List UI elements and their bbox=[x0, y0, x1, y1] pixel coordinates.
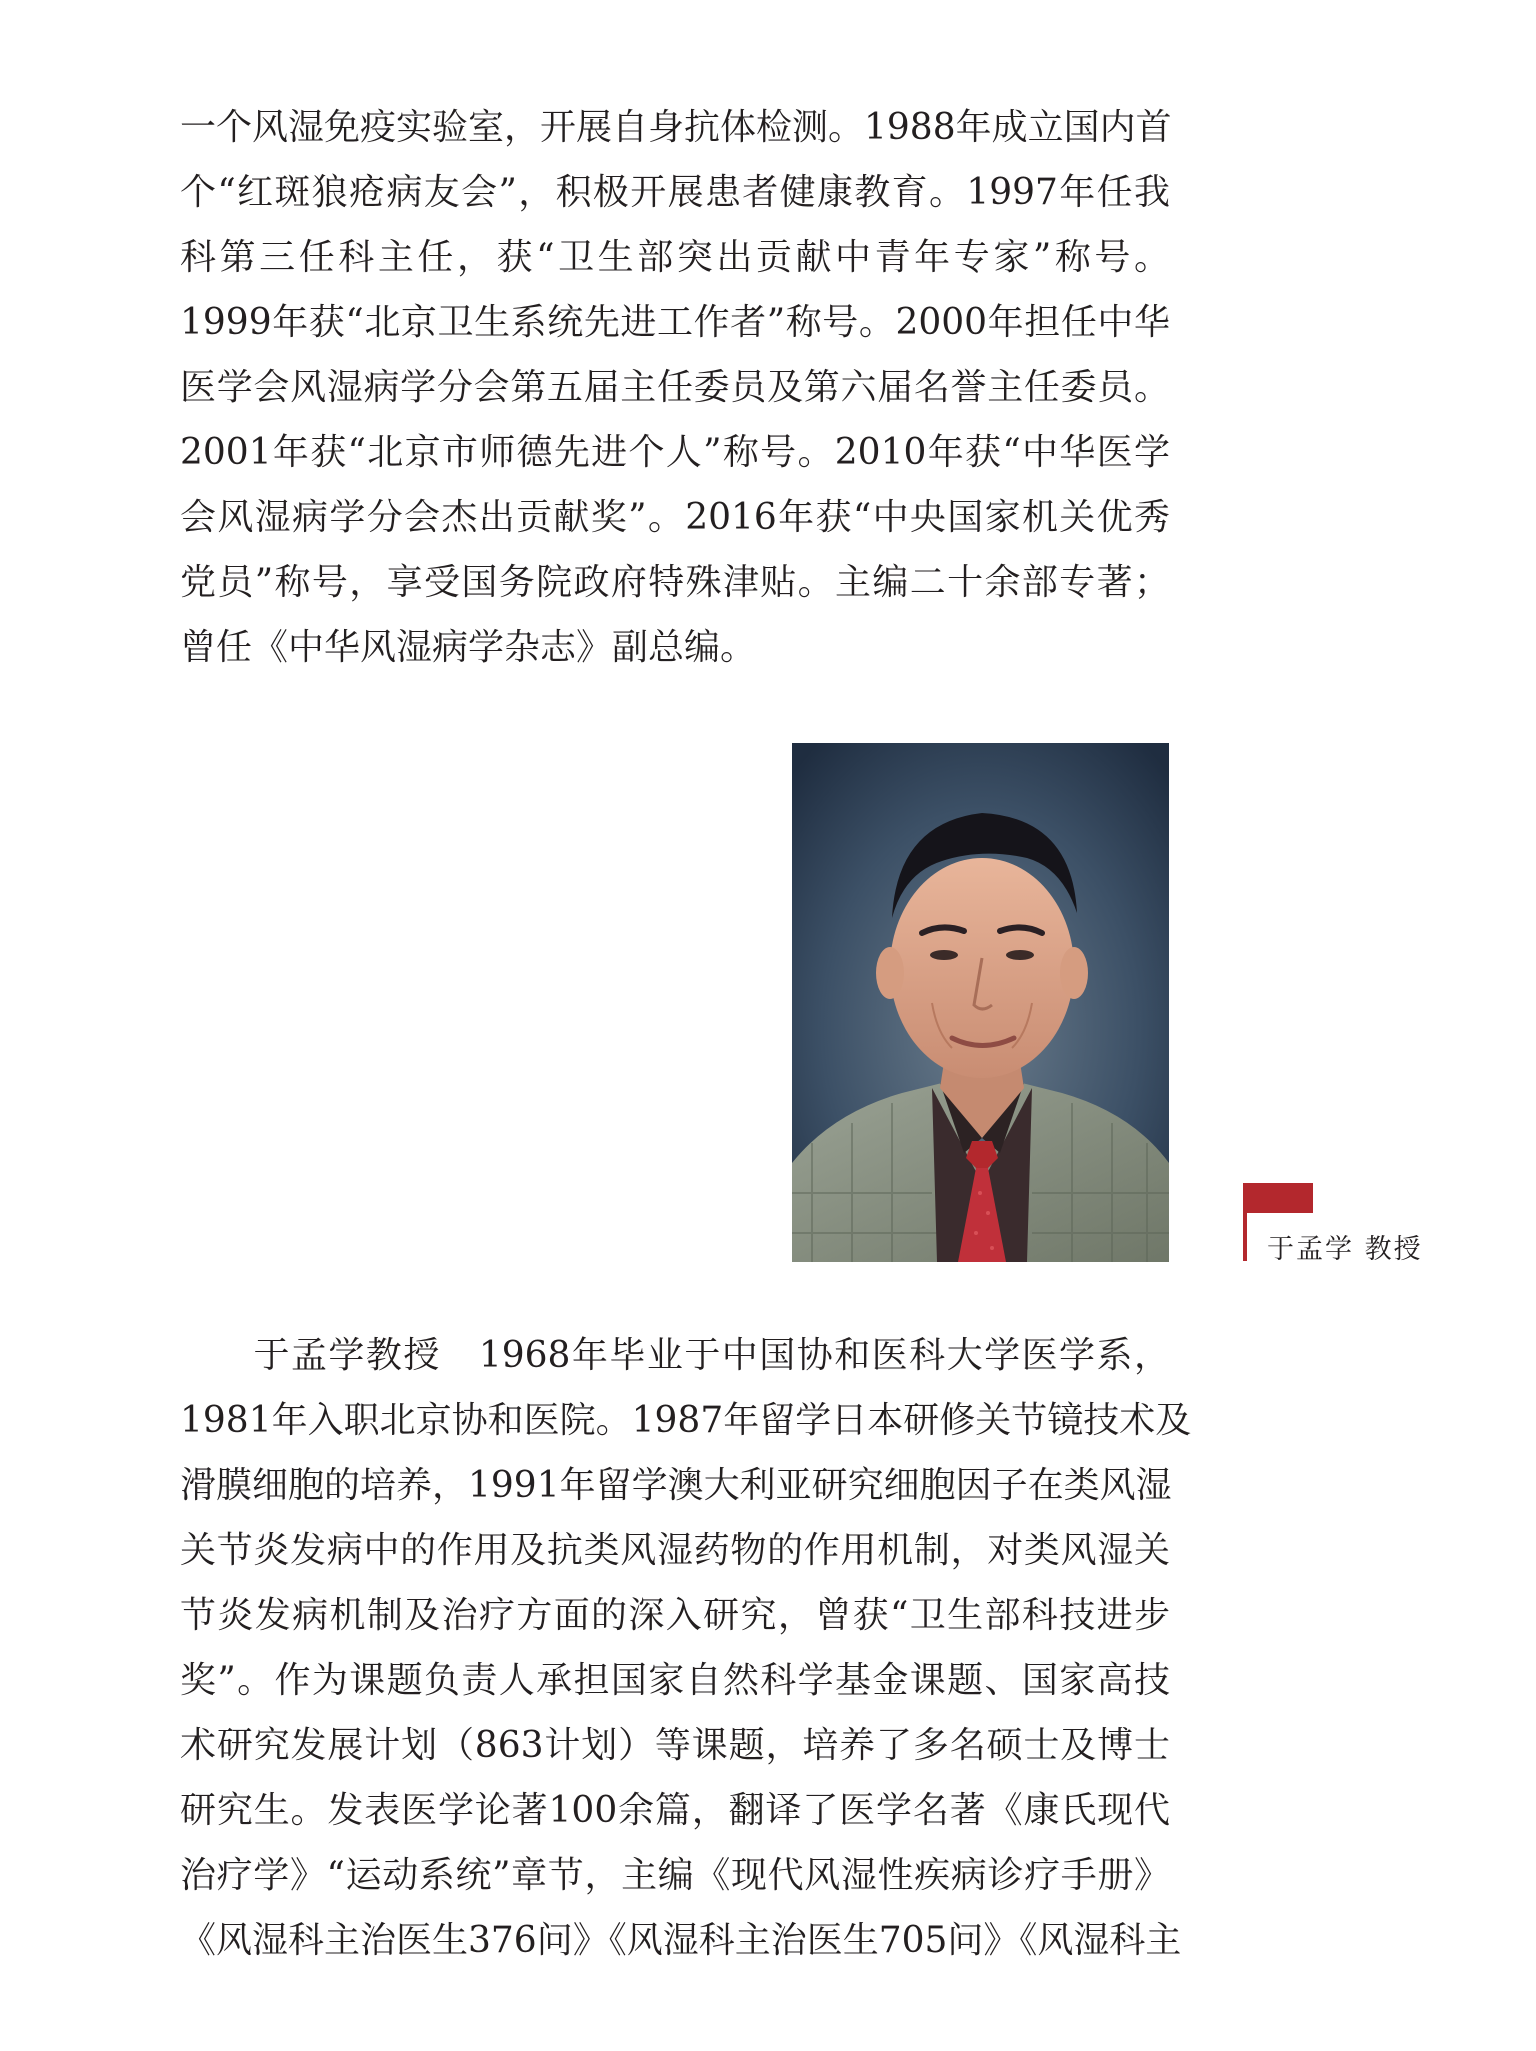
paragraph-line: 关节炎发病中的作用及抗类风湿药物的作用机制，对类风湿关 bbox=[180, 1530, 1170, 1571]
portrait-photo bbox=[792, 743, 1169, 1262]
paragraph-line: 一个风湿免疫实验室，开展自身抗体检测。1988年成立国内首 bbox=[180, 107, 1172, 148]
bottom-paragraph bbox=[180, 1323, 1192, 1973]
paragraph-line: 党员”称号，享受国务院政府特殊津贴。主编二十余部专著； bbox=[180, 562, 1170, 603]
paragraph-line: 曾任《中华风湿病学杂志》副总编。 bbox=[180, 627, 757, 668]
paragraph-line: 科第三任科主任，获“卫生部突出贡献中青年专家”称号。 bbox=[180, 237, 1170, 278]
paragraph-line: 1968年毕业于中国协和医科大学医学系， bbox=[478, 1335, 1170, 1376]
caption-name: 于孟学 教授 bbox=[1267, 1234, 1423, 1265]
paragraph-line: 1999年获“北京卫生系统先进工作者”称号。2000年担任中华 bbox=[180, 302, 1170, 343]
paragraph-line: 术研究发展计划（863计划）等课题，培养了多名硕士及博士 bbox=[180, 1725, 1170, 1766]
caption-flag-marker bbox=[1245, 1183, 1313, 1213]
professor-name-heading: 于孟学教授 bbox=[252, 1335, 441, 1376]
paragraph-line: 治疗学》“运动系统”章节，主编《现代风湿性疾病诊疗手册》 bbox=[180, 1855, 1170, 1896]
paragraph-first-line bbox=[180, 1323, 1170, 1388]
paragraph-line: 节炎发病机制及治疗方面的深入研究，曾获“卫生部科技进步 bbox=[180, 1595, 1170, 1636]
paragraph-line: 2001年获“北京市师德先进个人”称号。2010年获“中华医学 bbox=[180, 432, 1170, 473]
paragraph-line: 医学会风湿病学分会第五届主任委员及第六届名誉主任委员。 bbox=[180, 367, 1170, 408]
paragraph-line: 《风湿科主治医生376问》《风湿科主治医生705问》《风湿科主 bbox=[180, 1920, 1182, 1961]
top-paragraph bbox=[180, 95, 1170, 680]
portrait-caption bbox=[1243, 1183, 1443, 1263]
paragraph-line: 会风湿病学分会杰出贡献奖”。2016年获“中央国家机关优秀 bbox=[180, 497, 1170, 538]
paragraph-line: 1981年入职北京协和医院。1987年留学日本研修关节镜技术及 bbox=[180, 1400, 1192, 1441]
paragraph-line: 研究生。发表医学论著100余篇，翻译了医学名著《康氏现代 bbox=[180, 1790, 1170, 1831]
portrait-illustration bbox=[792, 743, 1169, 1262]
paragraph-line: 奖”。作为课题负责人承担国家自然科学基金课题、国家高技 bbox=[180, 1660, 1170, 1701]
caption-vertical-bar bbox=[1243, 1183, 1247, 1261]
paragraph-line: 个“红斑狼疮病友会”，积极开展患者健康教育。1997年任我 bbox=[180, 172, 1170, 213]
paragraph-line: 滑膜细胞的培养，1991年留学澳大利亚研究细胞因子在类风湿 bbox=[180, 1465, 1172, 1506]
